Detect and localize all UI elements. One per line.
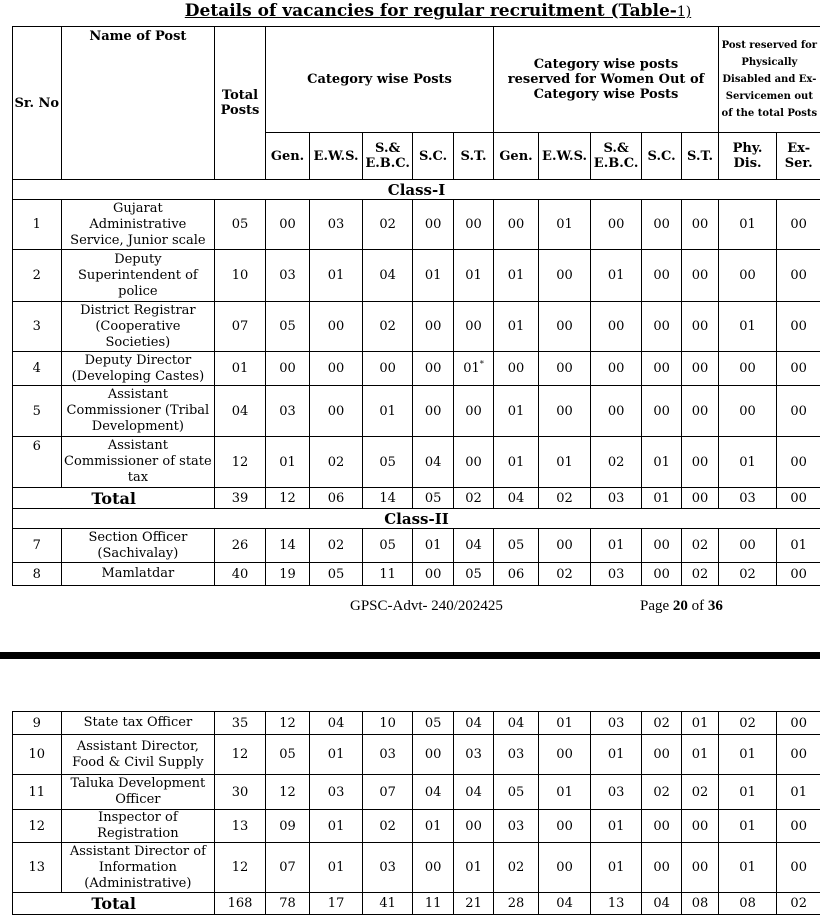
post-name: Assistant Commissioner of state tax	[61, 437, 215, 488]
cell: 12	[265, 488, 309, 509]
vacancy-table	[12, 26, 820, 586]
cell: 17	[310, 893, 363, 915]
cell: 00	[682, 488, 718, 509]
cell: 02	[718, 712, 777, 735]
cell: 00	[682, 352, 718, 386]
cell: 01	[538, 712, 591, 735]
cell-with-asterisk	[453, 352, 493, 386]
cell: 01	[494, 302, 538, 352]
cell: 00	[641, 843, 681, 893]
sr-no: 9	[13, 712, 62, 735]
cell: 03	[718, 488, 777, 509]
cell: 01	[718, 200, 777, 250]
cell: 03	[591, 775, 642, 810]
cell: 28	[494, 893, 538, 915]
cell: 00	[538, 352, 591, 386]
cell: 00	[777, 488, 820, 509]
total-posts: 39	[215, 488, 266, 509]
cell: 00	[682, 250, 718, 302]
table-row	[13, 437, 820, 488]
grand-total-row	[13, 893, 820, 915]
cell: 00	[413, 735, 453, 775]
cell: 03	[265, 250, 309, 302]
sr-no: 8	[13, 563, 62, 586]
sr-no: 13	[13, 843, 62, 893]
cell: 00	[641, 352, 681, 386]
cell: 00	[777, 810, 820, 843]
table-row	[13, 302, 820, 352]
cell: 00	[538, 386, 591, 437]
header-exser: Ex- Ser.	[777, 133, 820, 180]
cell: 02	[682, 563, 718, 586]
cell: 03	[362, 843, 413, 893]
cell: 01	[777, 775, 820, 810]
cell: 78	[265, 893, 309, 915]
sr-no: 5	[13, 386, 62, 437]
cell: 01	[494, 250, 538, 302]
class1-heading: Class-I	[13, 180, 820, 200]
cell: 00	[641, 810, 681, 843]
table-row	[13, 563, 820, 586]
cell: 04	[538, 893, 591, 915]
post-name: Deputy Superintendent of police	[61, 250, 215, 302]
header-ews: E.W.S.	[310, 133, 363, 180]
cell: 00	[682, 843, 718, 893]
cell: 03	[362, 735, 413, 775]
cell: 12	[265, 775, 309, 810]
sr-no: 7	[13, 529, 62, 563]
cell: 00	[718, 250, 777, 302]
page-title	[0, 0, 820, 23]
cell: 02	[453, 488, 493, 509]
cell: 02	[777, 893, 820, 915]
cell: 06	[310, 488, 363, 509]
cell: 04	[453, 529, 493, 563]
cell: 00	[641, 302, 681, 352]
cell: 01	[641, 437, 681, 488]
cell: 00	[413, 352, 453, 386]
cell: 05	[265, 302, 309, 352]
cell: 01	[538, 437, 591, 488]
cell: 05	[413, 712, 453, 735]
cell: 01	[718, 775, 777, 810]
cell: 02	[494, 843, 538, 893]
cell: 04	[310, 712, 363, 735]
cell: 00	[641, 250, 681, 302]
total-posts: 40	[215, 563, 266, 586]
total-posts: 12	[215, 437, 266, 488]
table-row	[13, 200, 820, 250]
cell: 02	[310, 437, 363, 488]
cell-value: 01	[463, 361, 480, 376]
cell: 03	[265, 386, 309, 437]
cell: 01	[641, 488, 681, 509]
cell: 00	[265, 352, 309, 386]
sr-no: 10	[13, 735, 62, 775]
cell: 00	[641, 529, 681, 563]
cell: 00	[265, 200, 309, 250]
table-row	[13, 843, 820, 893]
cell: 01	[591, 843, 642, 893]
header-women-ews: E.W.S.	[538, 133, 591, 180]
cell: 05	[362, 529, 413, 563]
title-number: 1)	[676, 4, 692, 20]
table-row	[13, 775, 820, 810]
cell: 08	[682, 893, 718, 915]
post-name: Assistant Commissioner (Tribal Development)	[61, 386, 215, 437]
cell: 01	[494, 386, 538, 437]
cell: 14	[362, 488, 413, 509]
total-posts: 35	[215, 712, 266, 735]
cell: 00	[591, 386, 642, 437]
post-name: Inspector of Registration	[61, 810, 215, 843]
class2-heading: Class-II	[13, 509, 820, 529]
cell: 01	[538, 775, 591, 810]
cell: 02	[718, 563, 777, 586]
cell: 01	[591, 735, 642, 775]
total-posts: 04	[215, 386, 266, 437]
cell: 06	[494, 563, 538, 586]
cell: 02	[362, 302, 413, 352]
total-posts: 05	[215, 200, 266, 250]
total-posts: 12	[215, 735, 266, 775]
cell: 00	[494, 352, 538, 386]
cell: 00	[682, 386, 718, 437]
cell: 01	[310, 250, 363, 302]
cell: 04	[494, 488, 538, 509]
sr-no: 12	[13, 810, 62, 843]
header-phy: Phy. Dis.	[718, 133, 777, 180]
cell: 01	[453, 250, 493, 302]
sr-no: 2	[13, 250, 62, 302]
total-row	[13, 488, 820, 509]
cell: 00	[591, 352, 642, 386]
cell: 00	[413, 386, 453, 437]
cell: 00	[641, 735, 681, 775]
cell: 01	[310, 843, 363, 893]
page-number	[640, 598, 723, 615]
cell: 00	[413, 843, 453, 893]
cell: 00	[453, 810, 493, 843]
cell: 01	[413, 810, 453, 843]
cell: 00	[494, 200, 538, 250]
cell: 02	[682, 529, 718, 563]
cell: 00	[718, 529, 777, 563]
cell: 00	[538, 843, 591, 893]
cell: 03	[591, 488, 642, 509]
sr-no: 1	[13, 200, 62, 250]
cell: 04	[453, 712, 493, 735]
cell: 02	[310, 529, 363, 563]
cell: 00	[413, 302, 453, 352]
post-name: Section Officer (Sachivalay)	[61, 529, 215, 563]
cell: 03	[494, 810, 538, 843]
cell: 00	[310, 302, 363, 352]
cell: 03	[591, 563, 642, 586]
cell: 02	[538, 563, 591, 586]
cell: 00	[641, 200, 681, 250]
cell: 00	[362, 352, 413, 386]
sr-no: 4	[13, 352, 62, 386]
cell: 01	[718, 302, 777, 352]
table-row	[13, 250, 820, 302]
asterisk-mark: *	[479, 359, 484, 369]
cell: 01	[413, 250, 453, 302]
cell: 01	[591, 529, 642, 563]
total-posts: 07	[215, 302, 266, 352]
cell: 04	[362, 250, 413, 302]
total-label: Total	[13, 893, 215, 915]
cell: 03	[591, 712, 642, 735]
post-name: Deputy Director (Developing Castes)	[61, 352, 215, 386]
cell: 05	[362, 437, 413, 488]
total-posts: 168	[215, 893, 266, 915]
cell: 02	[538, 488, 591, 509]
cell: 00	[310, 386, 363, 437]
cell: 03	[494, 735, 538, 775]
header-women-sebc: S.& E.B.C.	[591, 133, 642, 180]
page-current: 20	[672, 598, 688, 614]
table-row	[13, 352, 820, 386]
header-women-gen: Gen.	[494, 133, 538, 180]
cell: 00	[777, 302, 820, 352]
cell: 00	[413, 200, 453, 250]
cell: 00	[538, 735, 591, 775]
cell: 04	[413, 437, 453, 488]
cell: 19	[265, 563, 309, 586]
cell: 41	[362, 893, 413, 915]
header-category: Category wise Posts	[265, 27, 493, 133]
vacancy-table-continued	[12, 711, 820, 915]
cell: 00	[591, 302, 642, 352]
sr-no: 11	[13, 775, 62, 810]
total-posts: 13	[215, 810, 266, 843]
sr-no: 6	[13, 437, 62, 488]
header-sc: S.C.	[413, 133, 453, 180]
page-of: of	[687, 598, 708, 614]
cell: 02	[641, 712, 681, 735]
cell: 00	[777, 735, 820, 775]
table-row	[13, 735, 820, 775]
header-sebc: S.& E.B.C.	[362, 133, 413, 180]
cell: 04	[413, 775, 453, 810]
cell: 02	[362, 200, 413, 250]
cell: 09	[265, 810, 309, 843]
header-gen: Gen.	[265, 133, 309, 180]
header-st: S.T.	[453, 133, 493, 180]
cell: 00	[718, 386, 777, 437]
total-posts: 30	[215, 775, 266, 810]
cell: 00	[777, 386, 820, 437]
cell: 03	[453, 735, 493, 775]
cell: 00	[777, 250, 820, 302]
cell: 00	[538, 250, 591, 302]
header-name: Name of Post	[61, 27, 215, 180]
cell: 00	[777, 843, 820, 893]
cell: 00	[538, 302, 591, 352]
cell: 00	[777, 437, 820, 488]
cell: 01	[718, 735, 777, 775]
cell: 01	[682, 735, 718, 775]
table-row	[13, 810, 820, 843]
cell: 00	[538, 810, 591, 843]
post-name: Assistant Director of Information (Administrative)	[61, 843, 215, 893]
cell: 05	[265, 735, 309, 775]
cell: 01	[362, 386, 413, 437]
cell: 13	[591, 893, 642, 915]
cell: 04	[453, 775, 493, 810]
cell: 08	[718, 893, 777, 915]
post-name: State tax Officer	[61, 712, 215, 735]
cell: 01	[494, 437, 538, 488]
header-women: Category wise posts reserved for Women Out of Category wise Posts	[494, 27, 718, 133]
cell: 00	[718, 352, 777, 386]
total-posts: 01	[215, 352, 266, 386]
cell: 00	[777, 563, 820, 586]
cell: 03	[310, 200, 363, 250]
total-label: Total	[13, 488, 215, 509]
post-name: Taluka Development Officer	[61, 775, 215, 810]
page-prefix: Page	[640, 598, 673, 614]
cell: 01	[682, 712, 718, 735]
cell: 00	[777, 712, 820, 735]
cell: 00	[591, 200, 642, 250]
cell: 00	[641, 386, 681, 437]
header-women-sc: S.C.	[641, 133, 681, 180]
cell: 01	[718, 810, 777, 843]
cell: 10	[362, 712, 413, 735]
cell: 01	[453, 843, 493, 893]
cell: 00	[682, 810, 718, 843]
cell: 02	[362, 810, 413, 843]
page-divider	[0, 652, 820, 659]
cell: 21	[453, 893, 493, 915]
cell: 07	[362, 775, 413, 810]
cell: 04	[494, 712, 538, 735]
cell: 00	[682, 200, 718, 250]
post-name: Gujarat Administrative Service, Junior scale	[61, 200, 215, 250]
cell: 01	[538, 200, 591, 250]
header-reserved: Post reserved for Physically Disabled and Ex-Servicemen out of the total Posts	[718, 27, 820, 133]
advertisement-reference: GPSC-Advt- 240/202425	[350, 598, 503, 614]
cell: 01	[777, 529, 820, 563]
cell: 00	[538, 529, 591, 563]
cell: 01	[591, 250, 642, 302]
cell: 02	[682, 775, 718, 810]
cell: 00	[310, 352, 363, 386]
cell: 00	[453, 302, 493, 352]
cell: 05	[413, 488, 453, 509]
table-row	[13, 386, 820, 437]
table-row	[13, 529, 820, 563]
header-women-st: S.T.	[682, 133, 718, 180]
cell: 12	[265, 712, 309, 735]
cell: 01	[591, 810, 642, 843]
cell: 02	[641, 775, 681, 810]
cell: 01	[265, 437, 309, 488]
cell: 00	[413, 563, 453, 586]
cell: 01	[310, 735, 363, 775]
cell: 11	[362, 563, 413, 586]
cell: 04	[641, 893, 681, 915]
cell: 02	[591, 437, 642, 488]
cell: 00	[453, 200, 493, 250]
total-posts: 26	[215, 529, 266, 563]
cell: 01	[718, 437, 777, 488]
total-posts: 10	[215, 250, 266, 302]
cell: 05	[453, 563, 493, 586]
cell: 03	[310, 775, 363, 810]
cell: 00	[453, 437, 493, 488]
sr-no: 3	[13, 302, 62, 352]
table-row	[13, 712, 820, 735]
post-name: Assistant Director, Food & Civil Supply	[61, 735, 215, 775]
cell: 11	[413, 893, 453, 915]
cell: 00	[777, 200, 820, 250]
header-total: Total Posts	[215, 27, 266, 180]
cell: 00	[641, 563, 681, 586]
cell: 07	[265, 843, 309, 893]
cell: 01	[310, 810, 363, 843]
header-srno: Sr. No	[13, 27, 62, 180]
cell: 05	[494, 775, 538, 810]
cell: 14	[265, 529, 309, 563]
cell: 01	[413, 529, 453, 563]
total-posts: 12	[215, 843, 266, 893]
cell: 05	[310, 563, 363, 586]
page-total: 36	[707, 598, 723, 614]
cell: 00	[682, 437, 718, 488]
title-text: Details of vacancies for regular recruitment (Table-	[184, 1, 677, 21]
cell: 05	[494, 529, 538, 563]
cell: 00	[453, 386, 493, 437]
post-name: Mamlatdar	[61, 563, 215, 586]
post-name: District Registrar (Cooperative Societies)	[61, 302, 215, 352]
cell: 00	[682, 302, 718, 352]
cell: 01	[718, 843, 777, 893]
cell: 00	[777, 352, 820, 386]
